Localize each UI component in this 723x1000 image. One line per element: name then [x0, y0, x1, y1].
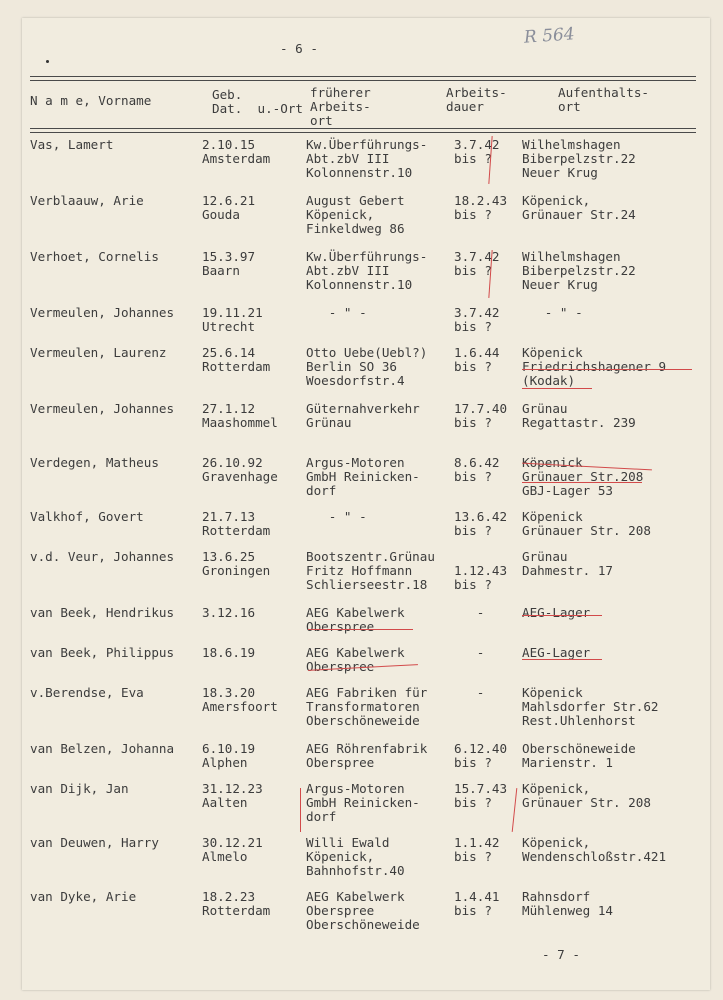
employer: AEG Fabriken für Transformatoren Oberschöneweide — [306, 685, 428, 728]
work-duration: 1.6.44 bis ? — [454, 345, 500, 374]
work-duration: 3.7.42 bis ? — [454, 137, 500, 166]
birth-date-place: 15.3.97 Baarn — [202, 249, 256, 278]
document-page — [22, 18, 710, 990]
employer: AEG Kabelwerk Oberspree Oberschöneweide — [306, 889, 420, 932]
person-name: v.Berendse, Eva — [30, 685, 144, 700]
page-number-bottom: - 7 - — [542, 947, 580, 962]
header-birth-line1: Geb. — [212, 87, 243, 102]
birth-date-place: 18.6.19 — [202, 645, 256, 660]
person-name: van Belzen, Johanna — [30, 741, 175, 756]
residence: Grünau Regattastr. 239 — [522, 401, 636, 430]
residence: Köpenick, Wendenschloßstr.421 — [522, 835, 667, 864]
residence: Grünau Dahmestr. 17 — [522, 549, 613, 578]
person-name: van Deuwen, Harry — [30, 835, 159, 850]
birth-date-place: 30.12.21 Almelo — [202, 835, 263, 864]
residence: Oberschöneweide Marienstr. 1 — [522, 741, 636, 770]
work-duration: 1.1.42 bis ? — [454, 835, 500, 864]
residence: AEG-Lager — [522, 645, 591, 660]
work-duration: 3.7.42 bis ? — [454, 249, 500, 278]
work-duration: 1.4.41 bis ? — [454, 889, 500, 918]
red-underline — [308, 629, 413, 630]
residence: Köpenick Grünauer Str.208 GBJ-Lager 53 — [522, 455, 644, 498]
birth-date-place: 13.6.25 Groningen — [202, 549, 271, 578]
archive-mark: R 564 — [523, 24, 576, 48]
employer: AEG Kabelwerk Oberspree — [306, 605, 405, 634]
work-duration: - — [454, 605, 485, 620]
residence: Köpenick, Grünauer Str.24 — [522, 193, 636, 222]
person-name: Vermeulen, Johannes — [30, 401, 175, 416]
person-name: Verdegen, Matheus — [30, 455, 159, 470]
employer: Argus-Motoren GmbH Reinicken- dorf — [306, 781, 420, 824]
residence: Köpenick Friedrichshagener 9 (Kodak) — [522, 345, 667, 388]
birth-date-place: 3.12.16 — [202, 605, 256, 620]
residence: Köpenick, Grünauer Str. 208 — [522, 781, 651, 810]
person-name: van Dyke, Arie — [30, 889, 137, 904]
residence: - " - — [522, 305, 583, 320]
birth-date-place: 18.3.20 Amersfoort — [202, 685, 278, 714]
person-name: Verblaauw, Arie — [30, 193, 144, 208]
employer: Bootszentr.Grünau Fritz Hoffmann Schlierseestr.18 — [306, 549, 435, 592]
person-name: van Dijk, Jan — [30, 781, 129, 796]
header-residence: Aufenthalts- ort — [558, 85, 649, 114]
person-name: van Beek, Philippus — [30, 645, 175, 660]
red-bracket — [512, 788, 518, 832]
birth-date-place: 18.2.23 Rotterdam — [202, 889, 271, 918]
work-duration: 8.6.42 bis ? — [454, 455, 500, 484]
work-duration: 1.12.43 bis ? — [454, 563, 508, 592]
person-name: van Beek, Hendrikus — [30, 605, 175, 620]
residence: Rahnsdorf Mühlenweg 14 — [522, 889, 613, 918]
birth-date-place: 2.10.15 Amsterdam — [202, 137, 271, 166]
red-underline — [522, 659, 602, 660]
birth-date-place: 19.11.21 Utrecht — [202, 305, 263, 334]
residence: AEG-Lager — [522, 605, 591, 620]
residence: Wilhelmshagen Biberpelzstr.22 Neuer Krug — [522, 137, 636, 180]
employer: - " - — [306, 509, 367, 524]
header-top-rule — [30, 76, 696, 81]
residence: Köpenick Mahlsdorfer Str.62 Rest.Uhlenhorst — [522, 685, 659, 728]
birth-date-place: 12.6.21 Gouda — [202, 193, 256, 222]
person-name: Verhoet, Cornelis — [30, 249, 159, 264]
person-name: Vas, Lamert — [30, 137, 114, 152]
ink-dot — [46, 60, 49, 63]
birth-date-place: 6.10.19 Alphen — [202, 741, 256, 770]
work-duration: 17.7.40 bis ? — [454, 401, 508, 430]
employer: AEG Kabelwerk Oberspree — [306, 645, 405, 674]
work-duration: - — [454, 685, 485, 700]
header-duration: Arbeits- dauer — [446, 85, 507, 114]
birth-date-place: 26.10.92 Gravenhage — [202, 455, 278, 484]
employer: Kw.Überführungs- Abt.zbV III Kolonnenstr.10 — [306, 249, 428, 292]
work-duration: 6.12.40 bis ? — [454, 741, 508, 770]
birth-date-place: 27.1.12 Maashommel — [202, 401, 278, 430]
header-employer: früherer Arbeits- ort — [310, 85, 371, 128]
birth-date-place: 25.6.14 Rotterdam — [202, 345, 271, 374]
red-bracket — [300, 788, 301, 832]
employer: Güternahverkehr Grünau — [306, 401, 420, 430]
work-duration: 3.7.42 bis ? — [454, 305, 500, 334]
header-bottom-rule — [30, 128, 696, 133]
employer: Argus-Motoren GmbH Reinicken- dorf — [306, 455, 420, 498]
work-duration: 15.7.43 bis ? — [454, 781, 508, 810]
person-name: v.d. Veur, Johannes — [30, 549, 175, 564]
person-name: Valkhof, Govert — [30, 509, 144, 524]
birth-date-place: 31.12.23 Aalten — [202, 781, 263, 810]
employer: August Gebert Köpenick, Finkeldweg 86 — [306, 193, 405, 236]
employer: AEG Röhrenfabrik Oberspree — [306, 741, 428, 770]
employer: Otto Uebe(Uebl?) Berlin SO 36 Woesdorfstr.4 — [306, 345, 428, 388]
red-underline — [522, 369, 692, 370]
residence: Köpenick Grünauer Str. 208 — [522, 509, 651, 538]
employer: - " - — [306, 305, 367, 320]
red-underline — [522, 615, 602, 616]
work-duration: 13.6.42 bis ? — [454, 509, 508, 538]
work-duration: - — [454, 645, 485, 660]
header-name: N a m e, Vorname — [30, 93, 152, 108]
red-underline — [522, 482, 642, 483]
person-name: Vermeulen, Laurenz — [30, 345, 167, 360]
residence: Wilhelmshagen Biberpelzstr.22 Neuer Krug — [522, 249, 636, 292]
work-duration: 18.2.43 bis ? — [454, 193, 508, 222]
employer: Kw.Überführungs- Abt.zbV III Kolonnenstr.10 — [306, 137, 428, 180]
birth-date-place: 21.7.13 Rotterdam — [202, 509, 271, 538]
header-birth-line2: Dat. u.-Ort — [212, 101, 303, 116]
employer: Willi Ewald Köpenick, Bahnhofstr.40 — [306, 835, 405, 878]
page-number-top: - 6 - — [280, 41, 318, 56]
person-name: Vermeulen, Johannes — [30, 305, 175, 320]
red-underline — [522, 388, 592, 389]
